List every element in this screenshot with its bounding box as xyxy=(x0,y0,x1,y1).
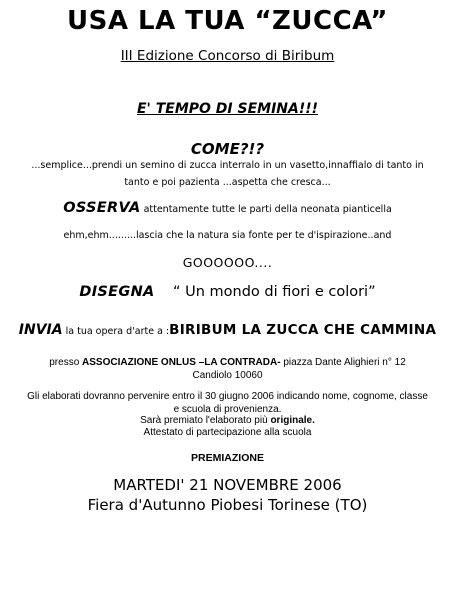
ehm-line: ehm,ehm.........lascia che la natura sia fonte per te d'ispirazione..and xyxy=(63,230,392,241)
osserva-word: OSSERVA xyxy=(63,200,141,216)
prize-bold: originale. xyxy=(270,415,315,426)
go-line: GOOOOOO.... xyxy=(182,255,273,270)
address-street: piazza Dante Alighieri n° 12 xyxy=(283,357,406,368)
invia-word: INVIA xyxy=(18,322,63,338)
page-title: USA LA TUA “ZUCCA” xyxy=(66,6,388,36)
subtitle xyxy=(0,48,455,64)
disegna-word: DISEGNA xyxy=(79,284,155,300)
invia-target: BIRIBUM LA ZUCCA CHE CAMMINA xyxy=(169,322,437,338)
presso-prefix: presso xyxy=(49,357,80,368)
osserva-line xyxy=(0,200,455,216)
deadline-line-1: Gli elaborati dovranno pervenire entro il 30 giugno 2006 indicando nome, cognome, classe xyxy=(27,391,428,402)
prize-text: Sarà premiato l'elaborato più xyxy=(140,415,268,426)
prize-line xyxy=(0,415,455,426)
address-line xyxy=(0,357,455,368)
instructions-line-1: ...semplice...prendi un semino di zucca interralo in un vasetto,innaffialo di tanto in xyxy=(31,160,424,171)
invia-text: la tua opera d'arte a : xyxy=(65,326,170,337)
event-date: MARTEDI' 21 NOVEMBRE 2006 xyxy=(113,476,342,494)
come-heading: COME?!? xyxy=(190,140,265,158)
deadline-line-2: e scuola di provenienza. xyxy=(173,404,282,415)
disegna-theme: “ Un mondo di fiori e colori” xyxy=(172,284,376,300)
association-name: ASSOCIAZIONE ONLUS –LA CONTRADA- xyxy=(82,357,281,368)
disegna-line xyxy=(0,284,455,300)
certificate-line: Attestato di partecipazione alla scuola xyxy=(143,427,312,438)
address-city: Candiolo 10060 xyxy=(192,370,263,381)
premiazione-heading: PREMIAZIONE xyxy=(191,452,264,464)
semina-text: E' TEMPO DI SEMINA!!! xyxy=(136,101,318,117)
semina-heading xyxy=(0,101,455,117)
invia-line xyxy=(0,322,455,338)
event-location: Fiera d'Autunno Piobesi Torinese (TO) xyxy=(87,496,368,514)
osserva-text: attentamente tutte le parti della neonata pianticella xyxy=(143,204,392,215)
instructions-line-2: tanto e poi pazienta ...aspetta che cresca... xyxy=(124,177,331,188)
subtitle-text: III Edizione Concorso di Biribum xyxy=(120,48,335,64)
